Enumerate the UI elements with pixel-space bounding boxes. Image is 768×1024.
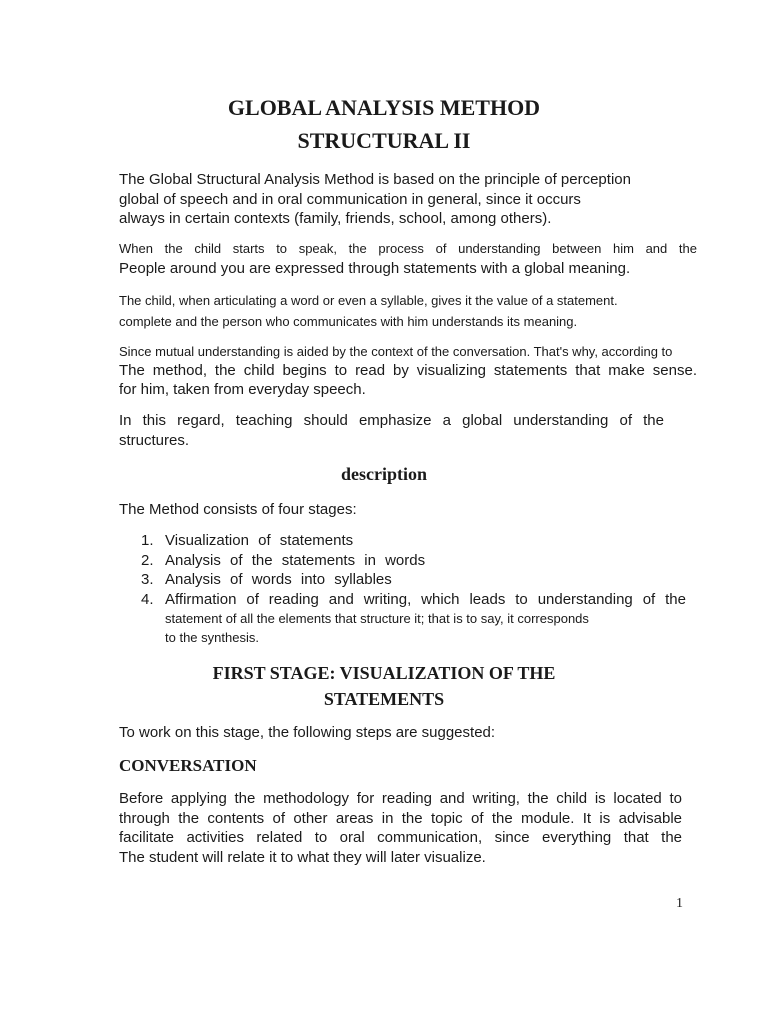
intro-paragraph	[119, 170, 697, 229]
list-item	[141, 531, 686, 551]
first-stage-intro: To work on this stage, the following steps are suggested:	[119, 724, 496, 741]
document-title-line-2: STRUCTURAL II	[297, 128, 471, 153]
heading-line: FIRST STAGE: VISUALIZATION OF THE	[212, 663, 556, 683]
paragraph-line: The student will relate it to what they will later visualize.	[119, 848, 486, 866]
paragraph-line: for him, taken from everyday speech.	[119, 381, 366, 398]
list-number: 4.	[141, 590, 154, 608]
paragraph-line: The Global Structural Analysis Method is based on the principle of perception	[119, 171, 631, 188]
speech-paragraph	[119, 239, 697, 279]
stages-list	[141, 531, 686, 647]
paragraph-line: structures.	[119, 432, 190, 449]
paragraph-line: to the synthesis.	[165, 630, 259, 645]
paragraph-line: Since mutual understanding is aided by the context of the conversation. That's why, according to	[119, 344, 673, 359]
list-item-text: Analysis of the statements in words	[165, 551, 426, 569]
list-item-continuation	[141, 609, 686, 647]
list-item-text: Visualization of statements	[165, 532, 354, 549]
list-number: 2.	[141, 551, 154, 569]
list-item-text: Analysis of words into syllables	[165, 571, 392, 588]
paragraph-line: complete and the person who communicates with him understands its meaning.	[119, 314, 578, 329]
articulation-paragraph	[119, 290, 697, 332]
list-number: 1.	[141, 532, 154, 549]
stages-intro: The Method consists of four stages:	[119, 501, 357, 518]
understanding-paragraph	[119, 342, 697, 399]
paragraph-line: The child, when articulating a word or even a syllable, gives it the value of a statement.	[119, 293, 618, 308]
paragraph-line: The method, the child begins to read by visualizing statements that make sense.	[119, 362, 697, 379]
paragraph-line: through the contents of other areas in the topic of the module. It is advisable	[119, 809, 682, 827]
page-number: 1	[676, 896, 683, 911]
first-stage-heading	[0, 660, 768, 712]
teaching-paragraph	[119, 411, 664, 451]
paragraph-line: facilitate activities related to oral communication, since everything that the	[119, 829, 682, 846]
paragraph-line: statement of all the elements that structure it; that is to say, it corresponds	[165, 611, 589, 626]
paragraph-line: When the child starts to speak, the process of understanding between him and the	[119, 241, 697, 256]
paragraph-line: always in certain contexts (family, friends, school, among others).	[119, 210, 552, 227]
list-item-text: Affirmation of reading and writing, which leads to understanding of the	[165, 590, 686, 608]
list-item	[141, 570, 686, 590]
list-number: 3.	[141, 571, 154, 588]
paragraph-line: Before applying the methodology for reading and writing, the child is located to	[119, 790, 682, 807]
description-heading: description	[340, 464, 427, 484]
paragraph-line: In this regard, teaching should emphasize a global understanding of the	[119, 412, 664, 429]
list-item	[141, 590, 686, 610]
document-title-line-1: GLOBAL ANALYSIS METHOD	[227, 95, 541, 120]
list-item	[141, 551, 686, 571]
heading-line: STATEMENTS	[323, 689, 445, 709]
paragraph-line: People around you are expressed through statements with a global meaning.	[119, 260, 631, 277]
conversation-heading: CONVERSATION	[119, 756, 257, 775]
conversation-paragraph	[119, 789, 682, 867]
paragraph-line: global of speech and in oral communication in general, since it occurs	[119, 190, 581, 208]
